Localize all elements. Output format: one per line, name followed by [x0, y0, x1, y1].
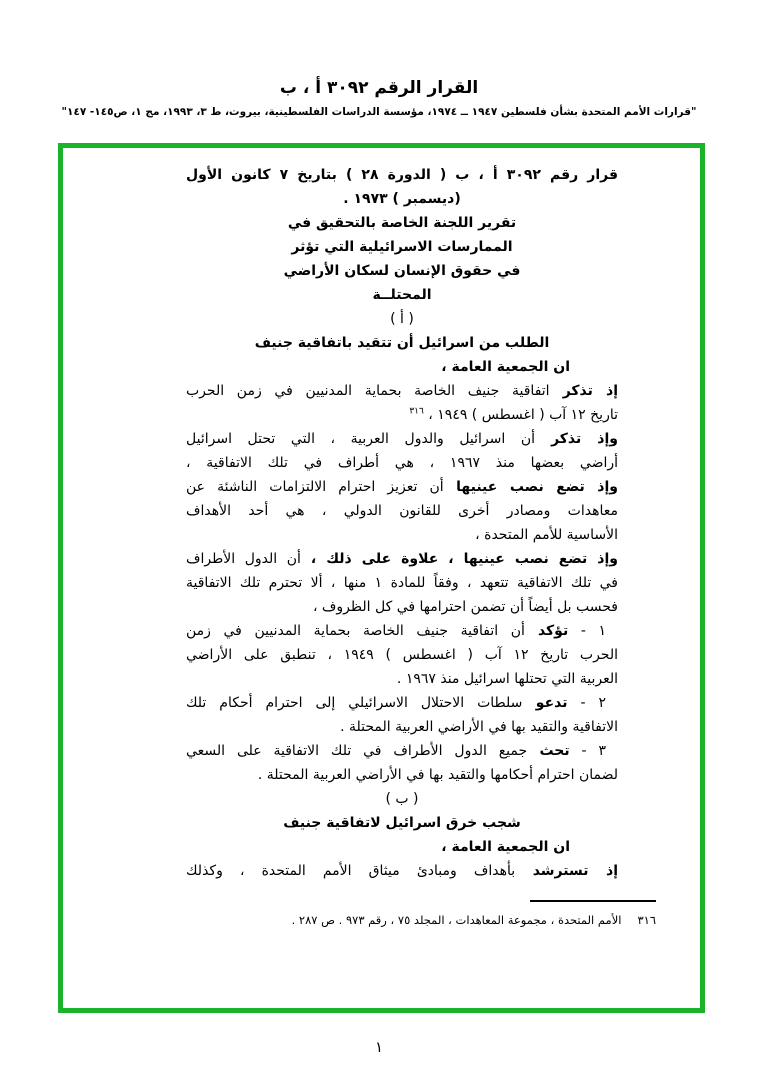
body-text: أراضي بعضها منذ ١٩٦٧ ، هي أطراف في تلك الاتفاقية ،	[186, 455, 619, 471]
emphasized-text: (ديسمبر ) ١٩٧٣ .	[343, 191, 461, 207]
body-text: سلطات الاحتلال الاسرائيلي إلى احترام أحكام تلك	[186, 695, 523, 711]
text-line	[186, 379, 618, 403]
text-line	[186, 595, 618, 619]
text-line	[186, 163, 618, 187]
page-title: القرار الرقم ٣٠٩٢ أ ، ب	[279, 78, 479, 98]
text-line	[186, 691, 618, 715]
text-line	[186, 523, 618, 547]
emphasized-text: وإذ تضع نصب عينيها	[443, 479, 618, 495]
emphasized-text: تحث	[527, 743, 570, 759]
body-text: ٢ -	[567, 695, 606, 711]
emphasized-text: تدعو	[522, 695, 568, 711]
text-line	[186, 283, 618, 307]
body-text: ( أ )	[390, 311, 414, 327]
body-text: العربية التي تحتلها اسرائيل منذ ١٩٦٧ .	[396, 671, 618, 687]
emphasized-text: إذ تذكر	[549, 383, 619, 399]
body-text: ٣ -	[569, 743, 606, 759]
text-line	[186, 259, 618, 283]
emphasized-text: الممارسات الاسرائيلية التي تؤثر	[291, 239, 513, 255]
body-text: الحرب تاريخ ١٢ آب ( اغسطس ) ١٩٤٩ ، تنطبق على الأراضي	[186, 647, 618, 663]
body-text: معاهدات ومصادر أخرى للقانون الدولي ، هي أحد الأهداف	[186, 503, 618, 519]
text-line	[186, 475, 618, 499]
body-text: جميع الدول الأطراف في تلك الاتفاقية على السعي	[186, 743, 528, 759]
text-line	[186, 835, 618, 859]
text-line	[186, 331, 618, 355]
emphasized-text: ان الجمعية العامة ،	[441, 359, 570, 375]
emphasized-text: المحتلــة	[372, 287, 432, 303]
footnote	[137, 912, 656, 928]
text-line	[186, 499, 618, 523]
text-line	[186, 667, 618, 691]
body-text: فحسب بل أيضاً أن تضمن احترامها في كل الظروف ،	[312, 599, 618, 615]
emphasized-text: تقرير اللجنة الخاصة بالتحقيق في	[287, 215, 517, 231]
body-text: ١ -	[568, 623, 607, 639]
emphasized-text: ان الجمعية العامة ،	[441, 839, 570, 855]
emphasized-text: شجب خرق اسرائيل لاتفاقية جنيف	[283, 815, 521, 831]
body-text: أن تعزيز احترام الالتزامات الناشئة عن	[186, 479, 444, 495]
body-text: اتفاقية جنيف الخاصة بحماية المدنيين في زمن الحرب	[186, 383, 550, 399]
text-line	[186, 643, 618, 667]
text-line	[186, 571, 618, 595]
body-text: أن اسرائيل والدول العربية ، التي تحتل اسرائيل	[186, 431, 536, 447]
body-text: لضمان احترام أحكامها والتقيد بها في الأراضي العربية المحتلة .	[257, 767, 618, 783]
text-line	[186, 355, 618, 379]
highlight-border-frame	[58, 143, 705, 1013]
emphasized-text: إذ تسترشد	[515, 863, 618, 879]
body-text: تاريخ ١٢ آب ( اغسطس ) ١٩٤٩ ،	[423, 407, 618, 423]
footnote-divider	[530, 900, 656, 902]
text-line	[186, 451, 618, 475]
emphasized-text: قرار رقم ٣٠٩٢ أ ، ب ( الدورة ٢٨ ) بتاريخ ٧ كانون الأول	[186, 167, 619, 183]
text-line	[186, 307, 618, 331]
body-text: بأهداف ومبادئ ميثاق الأمم المتحدة ، وكذلك	[186, 863, 516, 879]
page-number: ١	[374, 1038, 384, 1056]
source-citation: "قرارات الأمم المتحدة بشأن فلسطين ١٩٤٧ ــ ١٩٧٤، مؤسسة الدراسات الفلسطينية، بيروت، ط ٣، ١٩٩٣، مج ١، ص١٤٥- ١٤٧"	[61, 106, 697, 118]
text-line	[186, 547, 618, 571]
footnote-number: ٣١٦	[637, 913, 656, 927]
text-line	[186, 619, 618, 643]
text-line	[186, 859, 618, 883]
text-line	[186, 715, 618, 739]
text-line	[186, 235, 618, 259]
emphasized-text: تؤكد	[524, 623, 569, 639]
footnote-reference: ٣١٦	[409, 406, 424, 417]
body-text: ( ب )	[385, 791, 419, 807]
text-line	[186, 403, 618, 427]
text-line	[186, 211, 618, 235]
body-text: الاتفاقية والتقيد بها في الأراضي العربية المحتلة .	[340, 719, 618, 735]
text-line	[186, 739, 618, 763]
body-text: أن اتفاقية جنيف الخاصة بحماية المدنيين في زمن	[186, 623, 525, 639]
body-text: في تلك الاتفاقية تتعهد ، وفقاً للمادة ١ منها ، ألا تحترم تلك الاتفاقية	[186, 575, 618, 591]
text-line	[186, 187, 618, 211]
document-lines	[186, 163, 618, 883]
emphasized-text: وإذ تذكر	[535, 431, 618, 447]
body-text: أن الدول الأطراف	[186, 551, 301, 567]
footnote-text: الأمم المتحدة ، مجموعة المعاهدات ، المجلد ٧٥ ، رقم ٩٧٣ . ص ٢٨٧ .	[291, 913, 622, 927]
emphasized-text: وإذ تضع نصب عينيها ، علاوة على ذلك ،	[300, 551, 618, 567]
text-line	[186, 811, 618, 835]
text-line	[186, 763, 618, 787]
emphasized-text: في حقوق الإنسان لسكان الأراضي	[283, 263, 521, 279]
text-line	[186, 787, 618, 811]
text-line	[186, 427, 618, 451]
emphasized-text: الطلب من اسرائيل أن تتقيد باتفاقية جنيف	[254, 335, 550, 351]
body-text: الأساسية للأمم المتحدة ،	[475, 527, 618, 543]
